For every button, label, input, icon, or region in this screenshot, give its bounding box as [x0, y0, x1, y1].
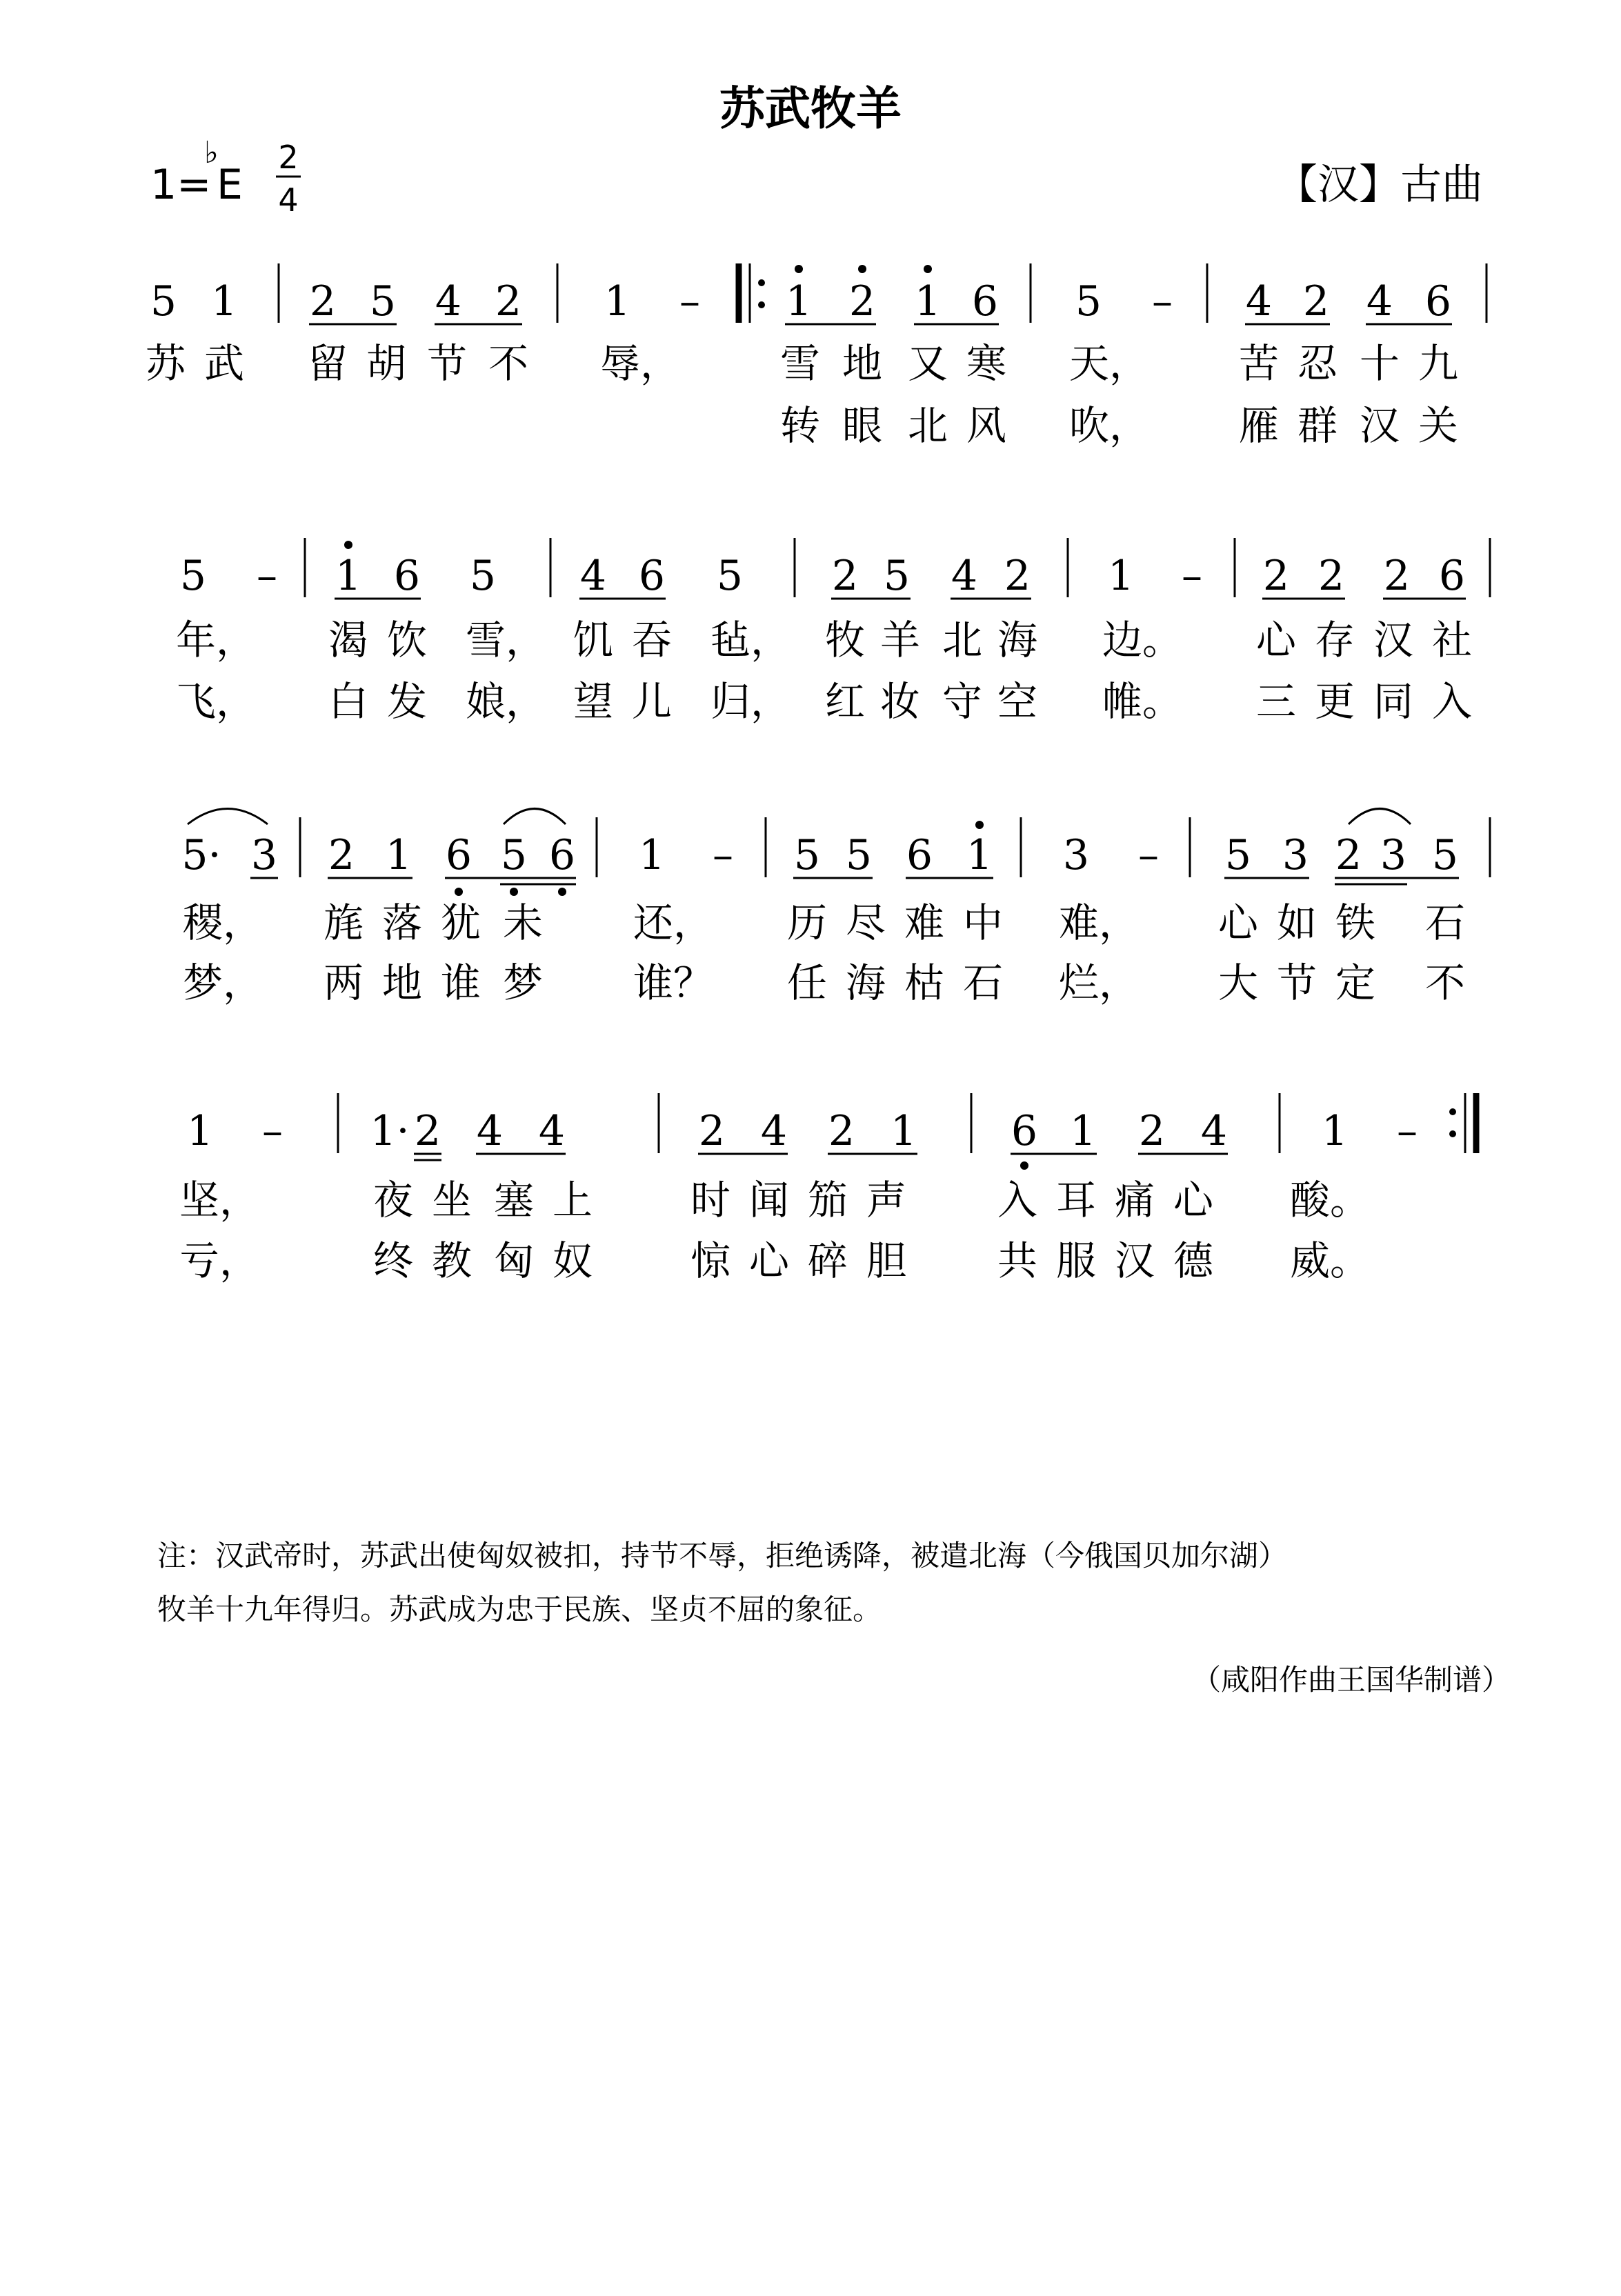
lyric: 共 [997, 1237, 1038, 1284]
lyric: 雪 [779, 340, 821, 387]
note: 1 [1107, 552, 1135, 600]
lyric: 年， [176, 617, 257, 663]
lyric: 闻 [748, 1177, 790, 1224]
lyric: 三 [1255, 678, 1297, 725]
lyric: 威。 [1290, 1237, 1371, 1284]
lyric: 娘， [466, 678, 546, 725]
lyric: 同 [1373, 678, 1414, 725]
lyric: 如 [1276, 899, 1317, 946]
note: 4 [538, 1107, 566, 1155]
lyric: 梦， [183, 959, 263, 1006]
slur [1349, 809, 1411, 825]
high-octave-dot [975, 821, 984, 829]
attribution: 【汉】古曲 [1276, 161, 1483, 209]
lyric: 谁 [440, 959, 481, 1006]
lyric: 红 [824, 678, 866, 725]
note: 6 [1424, 277, 1452, 326]
lyric: 胡 [366, 340, 407, 387]
lyric: 痛 [1114, 1177, 1155, 1224]
note: 5 [883, 552, 911, 600]
system-4 [179, 1093, 1476, 1284]
note: 5 [1431, 831, 1459, 879]
lyric: 还， [633, 899, 714, 946]
dash: – [1182, 552, 1202, 600]
low-octave-dot [558, 888, 566, 896]
system-1 [146, 263, 1486, 449]
lyric: 心 [1173, 1177, 1214, 1224]
lyric: 坐 [431, 1177, 473, 1224]
lyric: 汉 [1373, 617, 1414, 663]
lyric: 渴 [328, 617, 369, 663]
lyric: 犹 [440, 899, 481, 946]
lyric: 帷。 [1102, 678, 1183, 725]
note: 5 [500, 831, 528, 879]
note: 4 [1366, 277, 1393, 326]
lyric: 海 [997, 617, 1038, 663]
lyric: 坚， [179, 1177, 260, 1224]
note: 1 [890, 1107, 917, 1155]
lyric: 酸。 [1290, 1177, 1371, 1224]
lyric: 白 [328, 678, 369, 725]
lyric: 地 [842, 340, 883, 387]
slur [188, 809, 268, 825]
lyric: 天， [1069, 340, 1150, 387]
note: 2 [309, 277, 337, 326]
lyric: 稷， [183, 899, 263, 946]
note: 2 [1302, 277, 1330, 326]
lyric: 定 [1335, 959, 1376, 1006]
lyric: 存 [1314, 617, 1355, 663]
note: 5 [150, 277, 177, 326]
lyric: 又 [907, 340, 948, 387]
lyric: 铁 [1335, 899, 1376, 946]
flat-sign: ♭ [204, 135, 219, 170]
key-tonic: E [217, 161, 243, 209]
lyric: 地 [381, 959, 423, 1006]
note: 6 [548, 831, 576, 879]
slur [504, 809, 566, 825]
low-octave-dot [1020, 1161, 1028, 1170]
note: 5 [179, 552, 207, 600]
lyric: 终 [372, 1237, 414, 1284]
lyric: 眼 [842, 402, 883, 449]
note: 2 [1335, 831, 1362, 879]
lyric: 饥 [573, 617, 614, 663]
time-numerator: 2 [278, 139, 299, 176]
note: 4 [760, 1107, 788, 1155]
note: 6 [638, 552, 666, 600]
lyric: 德 [1173, 1237, 1214, 1284]
note: 5 [1224, 831, 1252, 879]
note: 5 [469, 552, 497, 600]
transcriber-credit: （咸阳作曲王国华制谱） [1191, 1663, 1511, 1697]
lyric: 社 [1431, 617, 1473, 663]
lyric: 服 [1055, 1237, 1097, 1284]
note: 4 [1245, 277, 1273, 326]
lyric: 惊 [690, 1237, 731, 1284]
repeat-dot [758, 301, 765, 308]
lyric: 夜 [372, 1177, 414, 1224]
lyric: 转 [779, 402, 821, 449]
lyric: 汉 [1359, 402, 1400, 449]
lyric: 节 [426, 340, 468, 387]
note: 6 [393, 552, 421, 600]
note: 1 [785, 277, 813, 326]
lyric: 寒 [966, 340, 1007, 387]
note: 2 [1138, 1107, 1166, 1155]
lyric: 十 [1359, 340, 1400, 387]
note: 1 [1069, 1107, 1097, 1155]
lyric: 匈 [493, 1237, 535, 1284]
note: 2 [495, 277, 522, 326]
footnote-line-1: 注：汉武帝时，苏武出使匈奴被扣，持节不辱，拒绝诱降，被遣北海（今俄国贝加尔湖） [157, 1539, 1288, 1573]
note: 6 [906, 831, 933, 879]
note: 5 [1075, 277, 1102, 326]
note: 5 [793, 831, 821, 879]
note: 1 [966, 831, 993, 879]
lyric: 两 [323, 959, 364, 1006]
lyric: 中 [962, 899, 1004, 946]
high-octave-dot [924, 265, 932, 273]
note: 2 [328, 831, 355, 879]
lyric: 忍 [1297, 340, 1338, 387]
lyric: 毡， [710, 617, 791, 663]
note: 2 [698, 1107, 726, 1155]
lyric: 妆 [879, 678, 921, 725]
lyric: 亏， [179, 1237, 260, 1284]
note: 5 [716, 552, 744, 600]
lyric: 风 [966, 402, 1007, 449]
dash: – [257, 552, 277, 600]
dash: – [1397, 1107, 1418, 1155]
note: 1 [914, 277, 942, 326]
lyric: 耳 [1055, 1177, 1097, 1224]
note: 2 [1317, 552, 1345, 600]
lyric: 声 [866, 1177, 907, 1224]
lyric: 海 [845, 959, 886, 1006]
lyric: 石 [962, 959, 1004, 1006]
note: 1 [210, 277, 238, 326]
lyric: 尽 [845, 899, 886, 946]
lyric: 入 [1431, 678, 1473, 725]
note: 2 [1004, 552, 1031, 600]
key-prefix: 1= [150, 161, 212, 209]
lyric: 谁？ [633, 959, 714, 1006]
lyric: 更 [1314, 678, 1355, 725]
time-denominator: 4 [278, 181, 299, 219]
lyric: 儿 [631, 678, 673, 725]
lyric: 任 [786, 959, 828, 1006]
footnote-line-2: 牧羊十九年得归。苏武成为忠于民族、坚贞不屈的象征。 [157, 1593, 882, 1626]
high-octave-dot [858, 265, 866, 273]
low-octave-dot [455, 888, 463, 896]
lyric: 吞 [631, 617, 673, 663]
note: 4 [476, 1107, 504, 1155]
lyric: 难， [1059, 899, 1140, 946]
note: 1· [370, 1107, 410, 1155]
lyric: 留 [307, 340, 348, 387]
lyric: 时 [690, 1177, 731, 1224]
note: 5 [369, 277, 397, 326]
note: 4 [435, 277, 462, 326]
system-3 [181, 809, 1490, 1007]
lyric: 枯 [904, 959, 945, 1006]
note: 2 [848, 277, 876, 326]
lyric: 梦 [502, 959, 544, 1006]
lyric: 归， [710, 678, 791, 725]
lyric: 守 [942, 678, 983, 725]
repeat-dot [758, 279, 765, 286]
lyric: 牧 [824, 617, 866, 663]
repeat-dot [1449, 1108, 1456, 1115]
note: 1 [1321, 1107, 1349, 1155]
note: 5· [181, 831, 221, 879]
lyric: 羊 [879, 617, 921, 663]
lyric: 难 [904, 899, 945, 946]
lyric: 烂， [1059, 959, 1140, 1006]
note: 1 [335, 552, 362, 600]
low-octave-dot [510, 888, 518, 896]
score-title: 苏武牧羊 [719, 82, 902, 135]
note: 6 [971, 277, 999, 326]
lyric: 塞 [493, 1177, 535, 1224]
note: 1 [385, 831, 412, 879]
note: 2 [1262, 552, 1290, 600]
lyric: 历 [786, 899, 828, 946]
lyric: 落 [381, 899, 423, 946]
dash: – [713, 831, 733, 879]
system-2 [176, 538, 1490, 725]
lyric: 九 [1418, 340, 1459, 387]
note: 6 [1438, 552, 1466, 600]
note: 3 [1380, 831, 1407, 879]
lyric: 不 [488, 340, 529, 387]
lyric: 边。 [1102, 617, 1183, 663]
dash: – [1138, 831, 1159, 879]
high-octave-dot [344, 541, 352, 549]
lyric: 节 [1276, 959, 1317, 1006]
lyric: 饮 [386, 617, 428, 663]
lyric: 北 [907, 402, 948, 449]
lyric: 雪， [466, 617, 546, 663]
note: 4 [579, 552, 607, 600]
note: 1 [604, 277, 631, 326]
lyric: 旄 [323, 899, 364, 946]
lyric: 石 [1424, 899, 1466, 946]
lyric: 教 [431, 1237, 473, 1284]
note: 1 [186, 1107, 214, 1155]
lyric: 心 [1255, 617, 1297, 663]
note: 2 [828, 1107, 855, 1155]
lyric: 心 [1217, 899, 1259, 946]
lyric: 空 [997, 678, 1038, 725]
lyric: 苦 [1238, 340, 1280, 387]
lyric: 望 [573, 678, 614, 725]
lyric: 汉 [1114, 1237, 1155, 1284]
lyric: 群 [1297, 402, 1338, 449]
note: 6 [1011, 1107, 1038, 1155]
lyric: 大 [1217, 959, 1259, 1006]
lyric: 飞， [176, 678, 257, 725]
lyric: 吹， [1069, 402, 1150, 449]
lyric: 笳 [807, 1177, 848, 1224]
lyric: 奴 [552, 1237, 593, 1284]
note: 5 [845, 831, 873, 879]
repeat-dot [1449, 1130, 1456, 1137]
lyric: 苏 [145, 340, 186, 387]
lyric: 武 [203, 340, 245, 387]
note: 1 [638, 831, 666, 879]
lyric: 未 [502, 899, 544, 946]
lyric: 上 [552, 1177, 593, 1224]
lyric: 辱， [600, 340, 681, 387]
note: 4 [1200, 1107, 1228, 1155]
lyric: 心 [748, 1237, 790, 1284]
note: 3 [1282, 831, 1309, 879]
note: 4 [951, 552, 978, 600]
note: 3 [250, 831, 278, 879]
dash: – [679, 277, 700, 326]
note: 6 [445, 831, 473, 879]
dash: – [1152, 277, 1173, 326]
lyric: 北 [942, 617, 983, 663]
lyric: 关 [1418, 402, 1459, 449]
note: 2 [831, 552, 859, 600]
lyric: 雁 [1238, 402, 1280, 449]
lyric: 不 [1424, 959, 1466, 1006]
lyric: 碎 [807, 1237, 848, 1284]
lyric: 发 [386, 678, 428, 725]
note: 2 [1383, 552, 1411, 600]
dash: – [262, 1107, 283, 1155]
lyric: 胆 [866, 1237, 907, 1284]
lyric: 入 [997, 1177, 1038, 1224]
note: 2 [414, 1107, 441, 1155]
note: 3 [1062, 831, 1090, 879]
high-octave-dot [795, 265, 803, 273]
